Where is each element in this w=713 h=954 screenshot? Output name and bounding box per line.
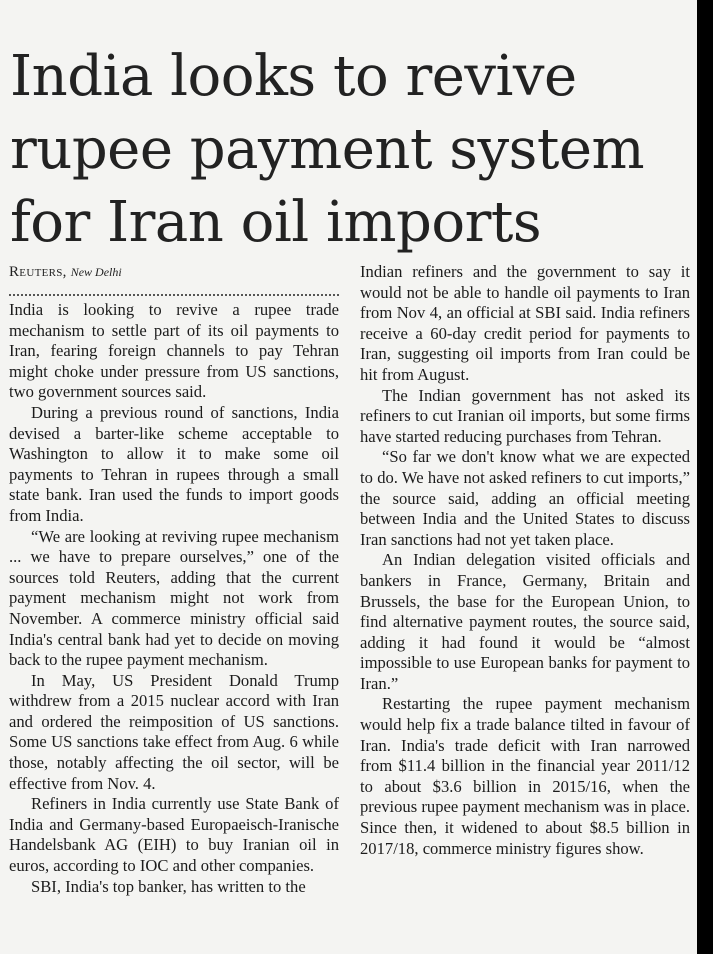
article-headline xyxy=(10,40,697,259)
paragraph: An Indian delegation visited officials and bankers in France, Germany, Britain and Brussels, the base for the European Union, to find alternative payment routes, the source said, adding it had found it would be “almost impossible to use European banks for payment to Iran.” xyxy=(360,550,690,693)
byline-dateline: New Delhi xyxy=(70,265,122,279)
paragraph: Indian refiners and the government to say it would not be able to handle oil payments to Iran from Nov 4, an official at SBI said. India refiners receive a 60-day credit period for payments to Iran, suggesting oil imports from Iran could be hit from August. xyxy=(360,262,690,384)
paragraph: In May, US President Donald Trump withdrew from a 2015 nuclear accord with Iran and ordered the reimposition of US sanctions. Some US sanctions take effect from Aug. 6 while those, notably affecting the oil sector, will be effective from Nov. 4. xyxy=(9,670,339,793)
headline-line-1: India looks to revive xyxy=(10,44,577,109)
byline-agency: Reuters, xyxy=(9,264,67,280)
article-column-right xyxy=(360,262,690,859)
paragraph: During a previous round of sanctions, India devised a barter-like scheme acceptable to Washington to allow it to make some oil payments to Tehran in rupees through a small state bank. Iran used the funds to import goods from India. xyxy=(9,402,339,525)
article-column-left xyxy=(9,262,339,897)
byline xyxy=(9,262,339,282)
paragraph: The Indian government has not asked its refiners to cut Iranian oil imports, but some firms have started reducing purchases from Tehran. xyxy=(360,385,690,446)
headline-line-3: for Iran oil imports xyxy=(10,190,542,255)
paragraph: Restarting the rupee payment mechanism would help fix a trade balance tilted in favour of Iran. India's trade deficit with Iran narrowed from $11.4 billion in the financial year 2011/12 to about $3.6 billion in 2015/16, when the previous rupee payment mechanism was in place. Since then, it widened to about $8.5 billion in 2017/18, commerce ministry figures show. xyxy=(360,694,690,858)
paragraph: SBI, India's top banker, has written to the xyxy=(31,876,306,896)
paragraph: India is looking to revive a rupee trade mechanism to settle part of its oil payments to Iran, fearing foreign channels to pay Tehran might choke under pressure from US sanctions, two government sources said. xyxy=(9,300,339,402)
paragraph: “We are looking at reviving rupee mechanism ... we have to prepare ourselves,” one of the sources told Reuters, adding that the current payment mechanism might not work from November. A commerce ministry official said India's central bank had yet to decide on moving back to the rupee payment mechanism. xyxy=(9,526,339,670)
paragraph: Refiners in India currently use State Bank of India and Germany-based Europaeisch-Iranische Handelsbank AG (EIH) to buy Iranian oil in euros, according to IOC and other companies. xyxy=(9,794,339,876)
byline-divider xyxy=(9,294,339,296)
paragraph: “So far we don't know what we are expected to do. We have not asked refiners to cut imports,” the source said, adding an official meeting between India and the United States to discuss Iran sanctions had not yet taken place. xyxy=(360,447,690,549)
headline-line-2: rupee payment system xyxy=(10,117,645,182)
